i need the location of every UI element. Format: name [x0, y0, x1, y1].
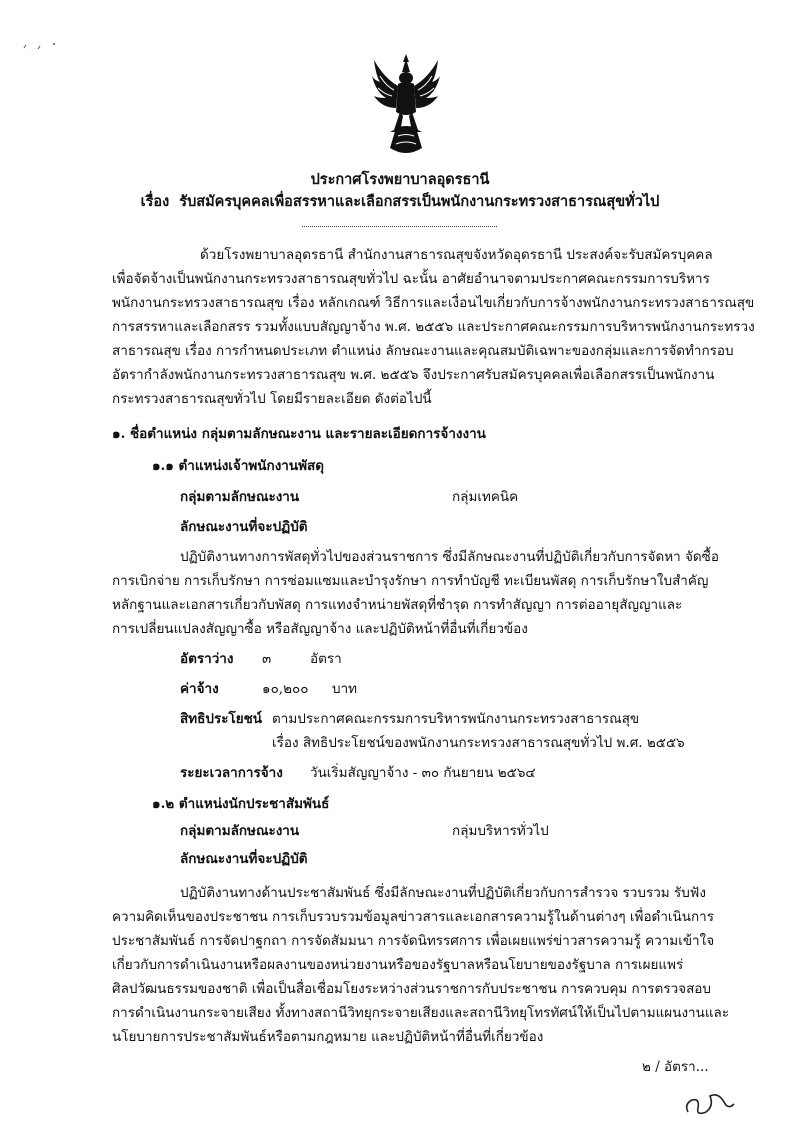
wage-label: ค่าจ้าง	[180, 681, 219, 697]
group-label: กลุ่มตามลักษณะงาน	[180, 823, 300, 839]
duty-line: การเบิกจ่าย การเก็บรักษา การซ่อมแซมและบำรุงรักษา การทำบัญชี ทะเบียนพัสดุ การเก็บรักษาใบสำคัญ	[112, 573, 709, 589]
intro-line: กระทรวงสาธารณสุขทั่วไป โดยมีรายละเอียด ดังต่อไปนี้	[112, 391, 432, 407]
intro-line: สาธารณสุข เรื่อง การกำหนดประเภท ตำแหน่ง ลักษณะงานและคุณสมบัติเฉพาะของกลุ่มและการจัดทำกรอบ	[112, 343, 734, 359]
duty-label: ลักษณะงานที่จะปฏิบัติ	[180, 851, 308, 867]
group-label: กลุ่มตามลักษณะงาน	[180, 489, 300, 505]
intro-line: ด้วยโรงพยาบาลอุดรธานี สำนักงานสาธารณสุขจังหวัดอุดรธานี ประสงค์จะรับสมัครบุคคล	[200, 247, 713, 263]
announcement-title: ประกาศโรงพยาบาลอุดรธานี	[310, 171, 490, 188]
duty-line: เกี่ยวกับการดำเนินงานหรือผลงานของหน่วยงานหรือของรัฐบาลหรือนโยบายของรัฐบาล การเผยแพร่	[112, 957, 684, 973]
period-value: วันเริ่มสัญญาจ้าง - ๓๐ กันยายน ๒๕๖๔	[310, 765, 536, 781]
vacancy-value: ๓	[262, 651, 272, 667]
period-label: ระยะเวลาการจ้าง	[180, 765, 283, 781]
benefit-line: เรื่อง สิทธิประโยชน์ของพนักงานกระทรวงสาธารณสุขทั่วไป พ.ศ. ๒๕๕๖	[272, 735, 685, 751]
duty-line: ประชาสัมพันธ์ การจัดปาฐกถา การจัดสัมมนา การจัดนิทรรศการ เพื่อเผยแพร่ข่าวสารความรู้ ความเข้าใจ	[112, 933, 715, 949]
intro-line: เพื่อจัดจ้างเป็นพนักงานกระทรวงสาธารณสุขทั่วไป ฉะนั้น อาศัยอำนาจตามประกาศคณะกรรมการบริหาร	[112, 271, 710, 287]
position-1-heading: ๑.๑ ตำแหน่งเจ้าพนักงานพัสดุ	[152, 458, 325, 474]
subject-label: เรื่อง	[140, 193, 170, 210]
benefit-line: ตามประกาศคณะกรรมการบริหารพนักงานกระทรวงสาธารณสุข	[272, 711, 640, 727]
title-divider	[302, 226, 497, 227]
duty-line: การเปลี่ยนแปลงสัญญาซื้อ หรือสัญญาจ้าง และปฏิบัติหน้าที่อื่นที่เกี่ยวข้อง	[112, 621, 528, 637]
section-1-heading: ๑. ชื่อตำแหน่ง กลุ่มตามลักษณะงาน และรายละเอียดการจ้างงาน	[112, 426, 486, 442]
continuation-marker: ๒ / อัตรา...	[642, 1059, 709, 1075]
duty-line: ปฏิบัติงานทางการพัสดุทั่วไปของส่วนราชการ ซึ่งมีลักษณะงานที่ปฏิบัติเกี่ยวกับการจัดหา จัดซื้อ	[180, 549, 719, 565]
duty-line: การดำเนินงานกระจายเสียง ทั้งทางสถานีวิทยุกระจายเสียงและสถานีวิทยุโทรทัศน์ให้เป็นไปตามแผนงานและ	[112, 1005, 730, 1021]
wage-unit: บาท	[332, 681, 358, 697]
garuda-emblem-icon	[370, 52, 442, 160]
position-2-heading: ๑.๒ ตำแหน่งนักประชาสัมพันธ์	[152, 796, 330, 812]
group-value: กลุ่มบริหารทั่วไป	[452, 823, 549, 839]
subject-text: รับสมัครบุคคลเพื่อสรรหาและเลือกสรรเป็นพนักงานกระทรวงสาธารณสุขทั่วไป	[179, 193, 660, 210]
benefit-label: สิทธิประโยชน์	[180, 711, 263, 727]
stray-marks	[20, 40, 60, 52]
duty-label: ลักษณะงานที่จะปฏิบัติ	[180, 519, 308, 535]
duty-line: นโยบายการประชาสัมพันธ์หรือตามกฎหมาย และปฏิบัติหน้าที่อื่นที่เกี่ยวข้อง	[112, 1029, 544, 1045]
duty-line: ความคิดเห็นของประชาชน การเก็บรวบรวมข้อมูลข่าวสารและเอกสารความรู้ในด้านต่างๆ เพื่อดำเนินการ	[112, 909, 714, 925]
duty-line: หลักฐานและเอกสารเกี่ยวกับพัสดุ การแทงจำหน่ายพัสดุที่ชำรุด การทำสัญญา การต่ออายุสัญญาและ	[112, 597, 683, 613]
intro-line: อัตรากำลังพนักงานกระทรวงสาธารณสุข พ.ศ. ๒๕๕๖ จึงประกาศรับสมัครบุคคลเพื่อเลือกสรรเป็นพนักงาน	[112, 367, 715, 383]
signature-initial	[680, 1082, 740, 1122]
vacancy-unit: อัตรา	[310, 651, 342, 667]
intro-line: การสรรหาและเลือกสรร รวมทั้งแบบสัญญาจ้าง พ.ศ. ๒๕๕๖ และประกาศคณะกรรมการบริหารพนักงานกระทรวง	[112, 319, 755, 335]
intro-line: พนักงานกระทรวงสาธารณสุข เรื่อง หลักเกณฑ์ วิธีการและเงื่อนไขเกี่ยวกับการจ้างพนักงานกระทรวงสาธารณสุข	[112, 295, 755, 311]
duty-line: ปฏิบัติงานทางด้านประชาสัมพันธ์ ซึ่งมีลักษณะงานที่ปฏิบัติเกี่ยวกับการสำรวจ รวบรวม รับฟัง	[180, 885, 706, 901]
vacancy-label: อัตราว่าง	[180, 651, 234, 667]
duty-line: ศิลปวัฒนธรรมของชาติ เพื่อเป็นสื่อเชื่อมโยงระหว่างส่วนราชการกับประชาชน การควบคุม การตรวจสอบ	[112, 981, 711, 997]
group-value: กลุ่มเทคนิค	[452, 489, 519, 505]
announcement-subject	[0, 192, 800, 212]
wage-value: ๑๐,๒๐๐	[262, 681, 309, 697]
